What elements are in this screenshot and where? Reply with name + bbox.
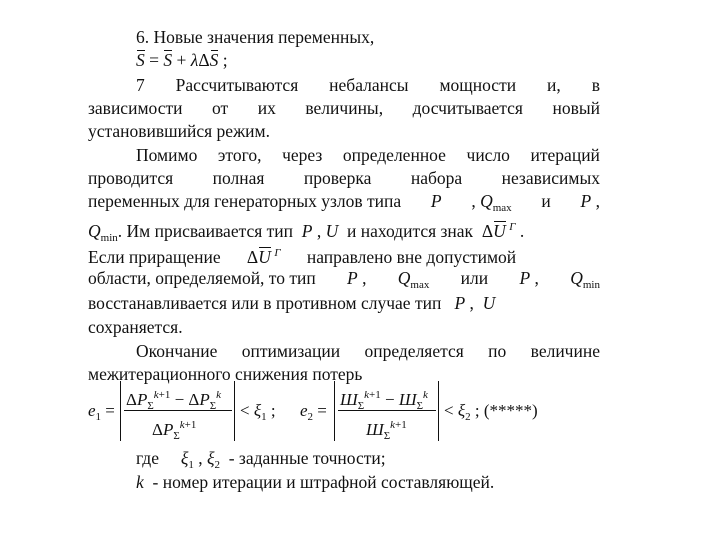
text-line: восстанавливается или в противном случае тип P , U bbox=[88, 293, 496, 313]
text-line: Окончание оптимизации определяется по величине bbox=[136, 341, 600, 361]
text-line: 7 Рассчитываются небалансы мощности и, в bbox=[136, 75, 600, 95]
text-line: проводится полная проверка набора независимых bbox=[88, 168, 600, 188]
heading-new-values: 6. Новые значения переменных, bbox=[136, 27, 375, 47]
formula-update: S = S + λΔS ; bbox=[136, 50, 228, 70]
text-line: k - номер итерации и штрафной составляющей. bbox=[136, 472, 495, 492]
text-line: сохраняется. bbox=[88, 317, 183, 337]
formula-label: (*****) bbox=[483, 401, 538, 420]
text-line: где $\xi_1$ , $\xi_2$ - заданные точности; bbox=[136, 448, 386, 471]
text-line: области, определяемой, то тип P , $Q_{max}$ или P , $Q_{min}$ bbox=[88, 268, 600, 291]
text-line: установившийся режим. bbox=[88, 121, 270, 141]
text-line: зависимости от их величины, досчитывается новый bbox=[88, 98, 600, 118]
text-line: Помимо этого, через определенное число итераций bbox=[136, 145, 600, 165]
loss-reduction-formula: $e_1$ = $\Delta P_\Sigma^{k+1} - \Delta P_\Sigma^k$ $\Delta P_\Sigma^{k+1}$ < $\xi_1$ ; $e_2$ = $Ш_\Sigma^{k+1} - Ш_\Sigma^k$ $Ш_\Sigma^{k+1}$ < $\xi_2$ ; (*****) bbox=[88, 381, 558, 443]
text-line: переменных для генераторных узлов типа P , $Q_{max}$ и P , bbox=[88, 191, 600, 214]
text-line bbox=[136, 26, 600, 48]
text-line: $Q_{min}$. Им присваивается тип P , U и находится знак ΔU $^Г$ . bbox=[88, 221, 525, 244]
text-line: Если приращение ΔU $^Г$ направлено вне допустимой bbox=[88, 247, 517, 267]
text-line: межитерационного снижения потерь bbox=[88, 364, 363, 384]
